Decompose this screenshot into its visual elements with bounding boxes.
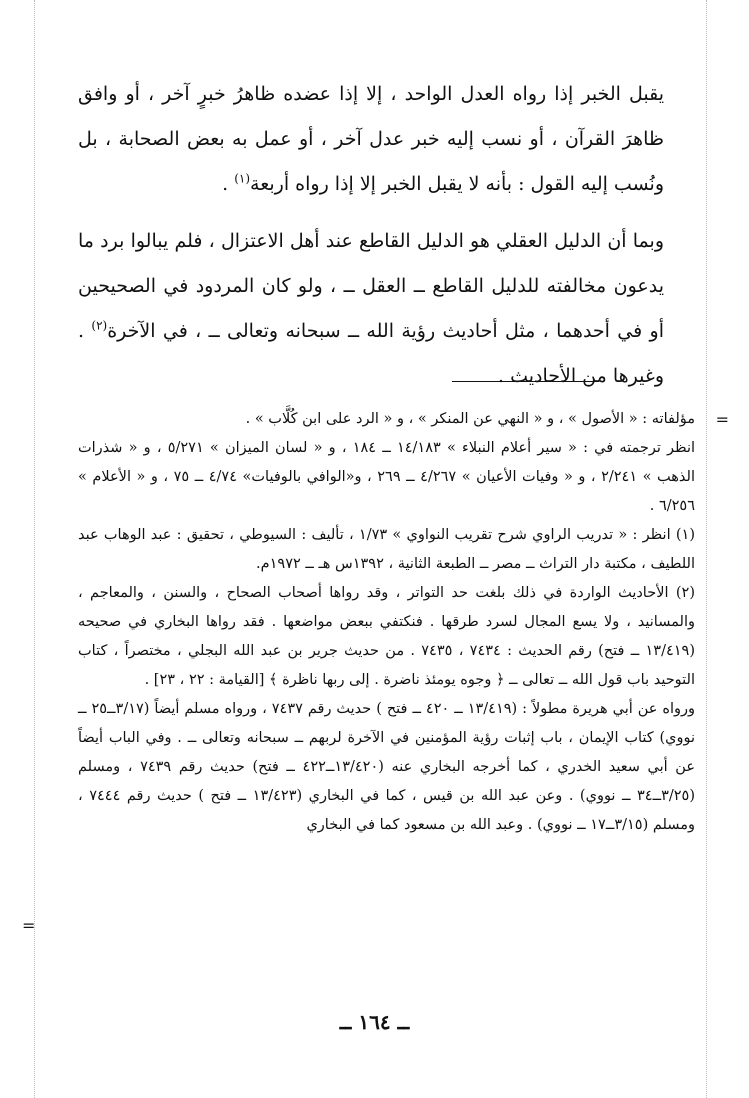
- footnote-line: انظر ترجمته في : « سير أعلام النبلاء » ١٤/١٨٣ ــ ١٨٤ ، و « لسان الميزان » ٥/٢٧١ ، و « شذرات الذهب » ٢/٢٤١ ، و « وفيات الأعيان » ٤/٢٦٧ ــ ٢٦٩ ، و«الوافي بالوفيات» ٤/٧٤ ــ ٧٥ ، و « الأعلام » ٦/٢٥٦ .: [78, 440, 696, 514]
- footnote-continuation-mark: =: [715, 410, 729, 429]
- main-paragraph-2: [78, 219, 664, 399]
- footnote-separator: [452, 381, 599, 382]
- main-text: [78, 72, 664, 399]
- footnote-2-continued: ورواه عن أبي هريرة مطولاً : (١٣/٤١٩ ــ ٤٢٠ ــ فتح ) حديث رقم ٧٤٣٧ ، ورواه مسلم أيضاً (٣/١٧ــ٢٥ ــ نووي) كتاب الإيمان ، باب إثبات رؤية المؤمنين في الآخرة لربهم ــ سبحانه وتعالى ــ . وفي الباب أيضاً عن أبي سعيد الخدري ، كما أخرجه البخاري عنه (١٣/٤٢٠ــ٤٢٢ ــ فتح) حديث رقم ٧٤٣٩ ، ومسلم (٣/٢٥ــ٣٤ ــ نووي) . وعن عبد الله بن قيس ، كما في البخاري (١٣/٤٢٣ ــ فتح ) حديث رقم ٧٤٤٤ ، ومسلم (٣/١٥ــ١٧ ــ نووي) . وعبد الله بن مسعود كما في البخاري: [78, 701, 695, 833]
- page-number: ــ ١٦٤ ــ: [339, 1010, 410, 1034]
- footnote-line: مؤلفاته : « الأصول » ، و « النهي عن المنكر » ، و « الرد على ابن كُلَّاب » .: [245, 411, 695, 427]
- footnote-1: (١) انظر : « تدريب الراوي شرح تقريب النواوي » ١/٧٣ ، تأليف : السيوطي ، تحقيق : عبد الوهاب عبد اللطيف ، مكتبة دار التراث ــ مصر ــ الطبعة الثانية ، ١٣٩٢س هـ ــ ١٩٧٢م.: [78, 527, 696, 572]
- footnote-ref-2: (٢): [91, 318, 108, 333]
- footnote-continued-mark: =: [22, 916, 36, 935]
- main-paragraph-2-end: . وغيرها من الأحاديث .: [78, 320, 664, 387]
- main-paragraph-1-text: يقبل الخبر إذا رواه العدل الواحد ، إلا إذا عضده ظاهرُ خبرٍ آخر ، أو وافق ظاهرَ القرآن ، أو نسب إليه خبر عدل آخر ، أو عمل به بعض الصحابة ، بل ونُسب إليه القول : بأنه لا يقبل الخبر إلا إذا رواه أربعة: [78, 83, 664, 195]
- footnotes: [78, 405, 695, 840]
- footnote-2: (٢) الأحاديث الواردة في ذلك بلغت حد التواتر ، وقد رواها أصحاب الصحاح ، والسنن ، والمعاجم ، والمسانيد ، ولا يسع المجال لسرد طرقها . فنكتفي ببعض مواضعها . فقد رواها البخاري في صحيحه (١٣/٤١٩ ــ فتح) رقم الحديث : ٧٤٣٤ ، ٧٤٣٥ . من حديث جرير بن عبد الله البجلي ، مختصراً ، كتاب التوحيد باب قول الله ــ تعالى ــ ﴿ وجوه يومئذ ناضرة . إلى ربها ناظرة ﴾ [القيامة : ٢٢ ، ٢٣] .: [78, 585, 695, 688]
- footnote-ref-1: (١): [234, 171, 251, 186]
- main-paragraph-2-text: وبما أن الدليل العقلي هو الدليل القاطع عند أهل الاعتزال ، فلم يبالوا برد ما يدعون مخالفته للدليل القاطع ــ العقل ــ ، ولو كان المردود في الصحيحين أو في أحدهما ، مثل أحاديث رؤية الله ــ سبحانه وتعالى ــ ، في الآخرة: [78, 230, 664, 342]
- main-paragraph-1: [78, 72, 664, 207]
- margin-guide-right: [706, 0, 707, 1098]
- main-paragraph-1-end: .: [222, 173, 235, 195]
